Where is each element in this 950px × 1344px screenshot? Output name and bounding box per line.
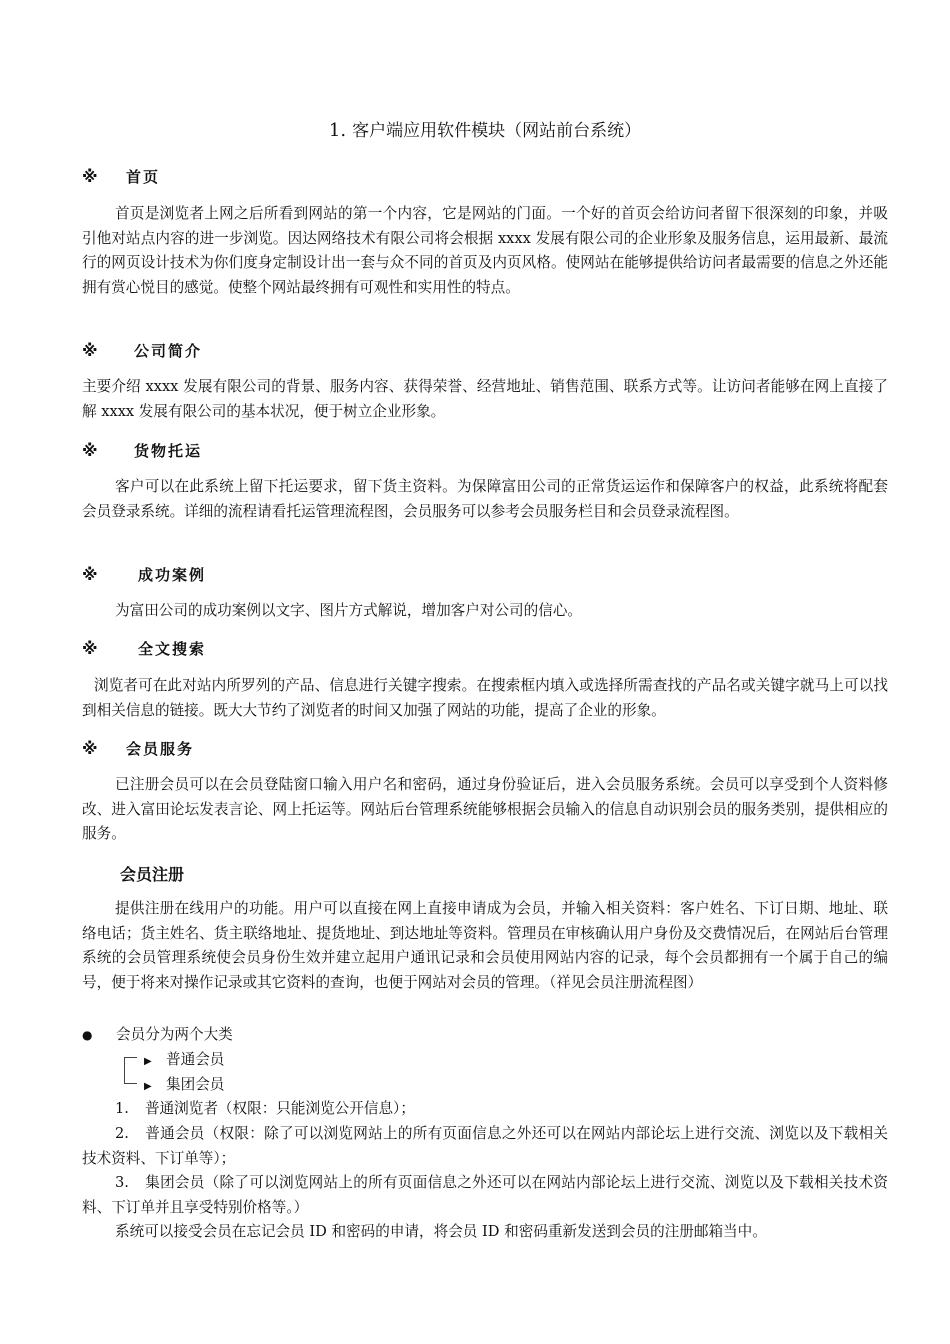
asterisk-icon: ※ <box>82 739 98 758</box>
list-item-1: 1. 普通浏览者（权限：只能浏览公开信息）； <box>115 1100 415 1117</box>
section-body-shipping: 客户可以在此系统上留下托运要求，留下货主资料。为保障富田公司的正常货运运作和保障客户的权益，此系统将配套会员登录系统。详细的流程请看托运管理流程图，会员服务可以参考会员服务栏目和会员登录流程图。 <box>82 478 888 520</box>
register-footer: 系统可以接受会员在忘记会员 ID 和密码的申请，将会员 ID 和密码重新发送到会员的注册邮箱当中。 <box>115 1223 767 1240</box>
section-body-search: 浏览者可在此对站内所罗列的产品、信息进行关键字搜索。在搜索框内填入或选择所需查找的产品名或关键字就马上可以找到相关信息的链接。既大大节约了浏览者的时间又加强了网站的功能，提高了企业的形象。 <box>82 677 888 719</box>
document-title <box>82 116 888 141</box>
section-body-member-service: 已注册会员可以在会员登陆窗口输入用户名和密码，通过身份验证后，进入会员服务系统。会员可以享受到个人资料修改、进入富田论坛发表言论、网上托运等。网站后台管理系统能够根据会员输入的信息自动识别会员的服务类别，提供相应的服务。 <box>82 776 888 842</box>
list-item-3: 3. 集团会员（除了可以浏览网站上的所有页面信息之外还可以在网站内部论坛上进行交流、浏览以及下载相关技术资料、下订单并且享受特别价格等。） <box>82 1174 888 1216</box>
title-text: 客户端应用软件模块（网站前台系统） <box>352 121 642 141</box>
register-body: 提供注册在线用户的功能。用户可以直接在网上直接申请成为会员，并输入相关资料：客户姓名、下订日期、地址、联络电话；货主姓名、货主联络地址、提货地址、到达地址等资料。管理员在审核确认用户身份及交费情况后，在网站后台管理系统的会员管理系统使会员身份生效并建立起用户通讯记录和会员使用网站内容的记录，每个会员都拥有一个属于自己的编号，便于将来对操作记录或其它资料的查询，也便于网站对会员的管理。（祥见会员注册流程图） <box>82 900 888 991</box>
section-heading-search: ※ 全文搜索 <box>82 639 207 658</box>
member-type-group: ▶ 集团会员 <box>122 1073 224 1094</box>
title-number: 1. <box>328 120 347 141</box>
asterisk-icon: ※ <box>82 565 98 584</box>
bullet-dot-icon: ● <box>82 1028 93 1042</box>
asterisk-icon: ※ <box>82 167 98 186</box>
section-heading-cases: ※ 成功案例 <box>82 565 207 584</box>
section-heading-about: ※ 公司简介 <box>82 341 203 360</box>
section-heading-home: ※ 首页 <box>82 167 161 186</box>
section-heading-member-service: ※ 会员服务 <box>82 739 195 758</box>
member-type-regular: ▶ 普通会员 <box>122 1048 224 1069</box>
list-item-2: 2. 普通会员（权限：除了可以浏览网站上的所有页面信息之外还可以在网站内部论坛上进行交流、浏览以及下载相关技术资料、下订单等）； <box>82 1125 888 1167</box>
asterisk-icon: ※ <box>82 341 98 360</box>
asterisk-icon: ※ <box>82 639 98 658</box>
arrow-right-icon: ▶ <box>144 1081 152 1092</box>
arrow-right-icon: ▶ <box>144 1056 152 1067</box>
member-type-bullet: ● 会员分为两个大类 <box>82 1026 233 1043</box>
section-heading-shipping: ※ 货物托运 <box>82 441 203 460</box>
asterisk-icon: ※ <box>82 441 98 460</box>
register-heading: 会员注册 <box>120 865 185 884</box>
section-body-about: 主要介绍 xxxx 发展有限公司的背景、服务内容、获得荣誉、经营地址、销售范围、联系方式等。让访问者能够在网上直接了解 xxxx 发展有限公司的基本状况，便于树立企业形象。 <box>82 378 888 420</box>
section-body-home: 首页是浏览者上网之后所看到网站的第一个内容，它是网站的门面。一个好的首页会给访问者留下很深刻的印象，并吸引他对站点内容的进一步浏览。因达网络技术有限公司将会根据 xxxx 发展有限公司的企业形象及服务信息，运用最新、最流行的网页设计技术为你们度身定制设计出一套与众不同的首页及内页风格。使网站在能够提供给访问者最需要的信息之外还能拥有赏心悦目的感觉。使整个网站最终拥有可观性和实用性的特点。 <box>82 205 888 296</box>
section-body-cases: 为富田公司的成功案例以文字、图片方式解说，增加客户对公司的信心。 <box>115 602 583 619</box>
